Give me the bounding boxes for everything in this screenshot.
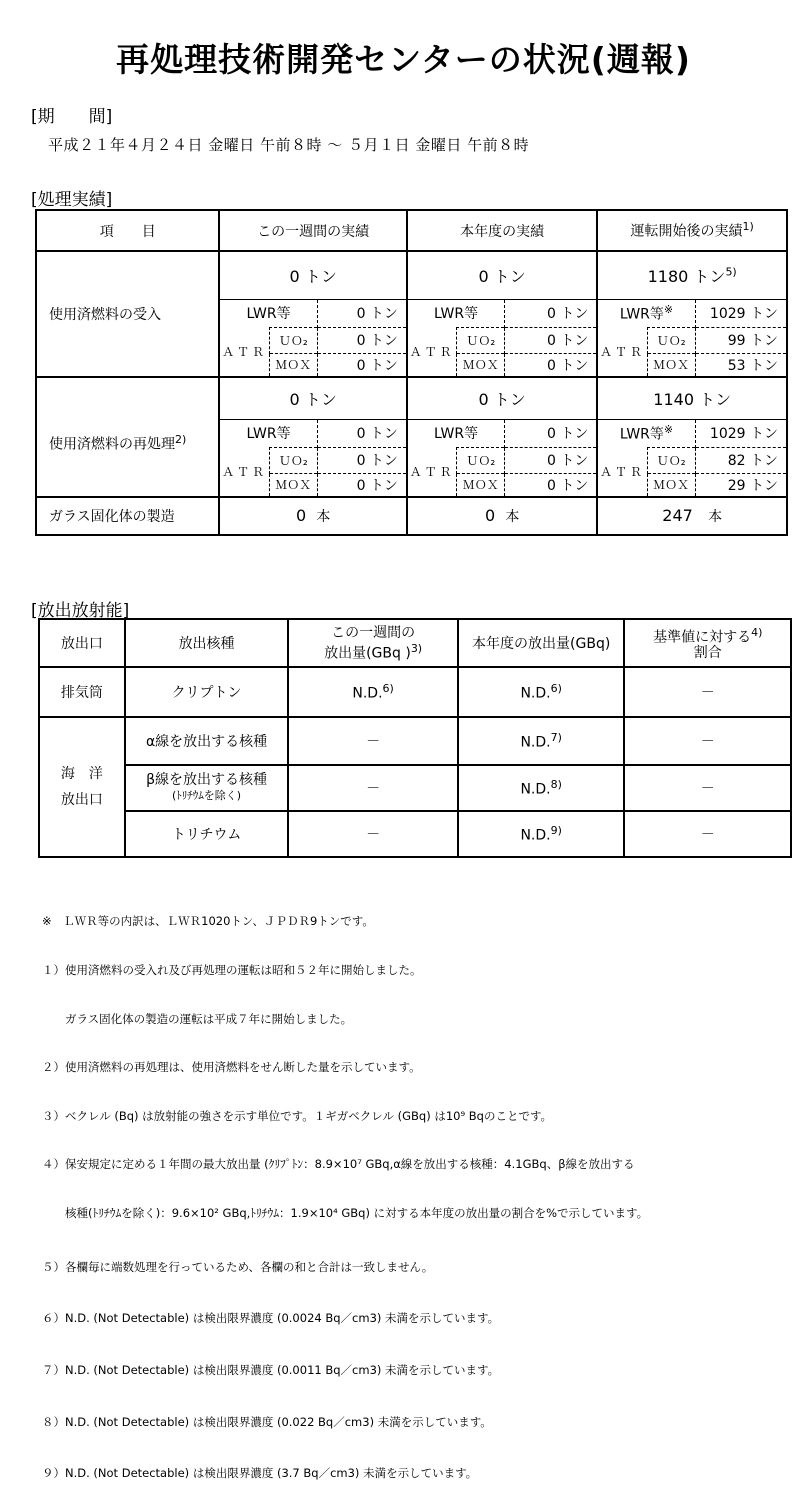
receipt-week-mox: 0 トン (317, 353, 407, 377)
col-item: 項 目 (36, 210, 219, 251)
receipt-week-total: 0 トン (219, 251, 406, 299)
reprocess-uo2-label-3: ＵＯ₂ (647, 447, 695, 473)
outlet-stack: 排気筒 (39, 667, 125, 717)
week-beta: － (288, 765, 458, 811)
footnotes (42, 881, 648, 1498)
receipt-year-uo2: 0 トン (505, 327, 598, 353)
receipt-since-lwr: 1029 トン (695, 299, 787, 327)
release-header: [放出放射能] (31, 601, 130, 621)
nuclide-beta: β線を放出する核種 (ﾄﾘﾁｳﾑを除く) (125, 765, 289, 811)
page-title: 再処理技術開発センターの状況(週報) (116, 40, 691, 79)
year-tritium: N.D.$^{9)}$ (458, 811, 625, 857)
outlet-ocean: 海 洋 放出口 (39, 717, 125, 857)
note-line: ２）使用済燃料の再処理は、使用済燃料をせん断した量を示しています。 (42, 1060, 421, 1075)
nuclide-alpha: α線を放出する核種 (125, 717, 289, 765)
note-line: ７）N.D. (Not Detectable) は検出限界濃度 (0.0011 Bq／cm3) 未満を示しています。 (42, 1362, 500, 1377)
reprocess-mox-label-3: ＭＯＸ (647, 473, 695, 497)
col-year: 本年度の実績 (407, 210, 597, 251)
reprocess-since-uo2: 82 トン (695, 447, 787, 473)
note-line: ガラス固化体の製造の運転は平成７年に開始しました。 (42, 1011, 353, 1026)
col-week-release: この一週間の 放出量(GBq )$^{3)}$ (288, 619, 458, 667)
receipt-uo2-label-2: ＵＯ₂ (457, 327, 505, 353)
receipt-lwr-label-2: LWR等 (407, 299, 505, 327)
note-line: ※ ＬＷＲ等の内訳は、ＬＷＲ1020トン、ＪＰＤＲ9トンです。 (42, 914, 374, 929)
receipt-since-uo2: 99 トン (695, 327, 787, 353)
year-krypton: N.D.$^{6)}$ (458, 667, 625, 717)
reprocess-year-uo2: 0 トン (505, 447, 598, 473)
week-alpha: － (288, 717, 458, 765)
receipt-lwr-label-3: LWR等※ (597, 299, 695, 327)
period-header: [期 間] (31, 107, 113, 127)
reprocess-since-lwr: 1029 トン (695, 419, 787, 447)
reprocess-week-lwr: 0 トン (317, 419, 407, 447)
reprocess-mox-label: ＭＯＸ (269, 473, 317, 497)
receipt-uo2-label: ＵＯ₂ (269, 327, 317, 353)
reprocess-week-mox: 0 トン (317, 473, 407, 497)
period-text: 平成２１年４月２４日 金曜日 午前８時 ～ ５月１日 金曜日 午前８時 (48, 136, 530, 154)
processing-table (35, 209, 788, 536)
note-line: ５）各欄毎に端数処理を行っているため、各欄の和と合計は一致しません。 (42, 1259, 434, 1274)
glass-week: 0 本 (219, 497, 406, 535)
col-outlet: 放出口 (39, 619, 125, 667)
glass-since: 247 本 (597, 497, 787, 535)
receipt-week-lwr: 0 トン (317, 299, 407, 327)
ratio-beta: － (624, 765, 791, 811)
col-year-release: 本年度の放出量(GBq) (458, 619, 625, 667)
reprocess-mox-label-2: ＭＯＸ (457, 473, 505, 497)
receipt-uo2-label-3: ＵＯ₂ (647, 327, 695, 353)
year-alpha: N.D.$^{7)}$ (458, 717, 625, 765)
ratio-tritium: － (624, 811, 791, 857)
receipt-year-total: 0 トン (407, 251, 597, 299)
reprocess-since-mox: 29 トン (695, 473, 787, 497)
reprocess-lwr-label-2: LWR等 (407, 419, 505, 447)
reprocess-label: 使用済燃料の再処理$^{2)}$ (36, 377, 219, 497)
receipt-lwr-label: LWR等 (219, 299, 317, 327)
reprocess-lwr-label: LWR等 (219, 419, 317, 447)
note-line: ９）N.D. (Not Detectable) は検出限界濃度 (3.7 Bq／cm3) 未満を示しています。 (42, 1466, 478, 1481)
col-since: 運転開始後の実績$^{1)}$ (597, 210, 787, 251)
reprocess-since-total: 1140 トン (597, 377, 787, 419)
year-beta: N.D.$^{8)}$ (458, 765, 625, 811)
col-nuclide: 放出核種 (125, 619, 289, 667)
receipt-since-mox: 53 トン (695, 353, 787, 377)
week-krypton: N.D.$^{6)}$ (288, 667, 458, 717)
note-line: ４）保安規定に定める１年間の最大放出量 (ｸﾘﾌﾟﾄﾝ：8.9×10⁷ GBq,α線を放出する核種：4.1GBq、β線を放出する (42, 1157, 635, 1172)
note-line: ３）ベクレル (Bq) は放射能の強さを示す単位です。１ギガベクレル (GBq) は10⁹ Bqのことです。 (42, 1108, 553, 1123)
reprocess-lwr-label-3: LWR等※ (597, 419, 695, 447)
reprocess-atr-label-2: ＡＴＲ (407, 447, 457, 497)
note-line: 核種(ﾄﾘﾁｳﾑを除く)：9.6×10² GBq,ﾄﾘﾁｳﾑ：1.9×10⁴ GBq) に対する本年度の放出量の割合を%で示しています。 (42, 1206, 649, 1221)
nuclide-krypton: クリプトン (125, 667, 289, 717)
nuclide-tritium: トリチウム (125, 811, 289, 857)
col-week: この一週間の実績 (219, 210, 406, 251)
processing-header: [処理実績] (31, 190, 113, 210)
reprocess-uo2-label: ＵＯ₂ (269, 447, 317, 473)
receipt-label: 使用済燃料の受入 (36, 251, 219, 377)
receipt-atr-label-2: ＡＴＲ (407, 327, 457, 377)
reprocess-year-total: 0 トン (407, 377, 597, 419)
receipt-mox-label-3: ＭＯＸ (647, 353, 695, 377)
note-line: １）使用済燃料の受入れ及び再処理の運転は昭和５２年に開始しました。 (42, 963, 422, 978)
note-line: ８）N.D. (Not Detectable) は検出限界濃度 (0.022 Bq／cm3) 未満を示しています。 (42, 1414, 492, 1429)
week-tritium: － (288, 811, 458, 857)
reprocess-year-mox: 0 トン (505, 473, 598, 497)
reprocess-uo2-label-2: ＵＯ₂ (457, 447, 505, 473)
release-table (38, 618, 792, 858)
receipt-atr-label-3: ＡＴＲ (597, 327, 647, 377)
glass-year: 0 本 (407, 497, 597, 535)
glass-label: ガラス固化体の製造 (36, 497, 219, 535)
receipt-year-lwr: 0 トン (505, 299, 598, 327)
col-ratio: 基準値に対する$^{4)}$ 割合 (624, 619, 791, 667)
reprocess-year-lwr: 0 トン (505, 419, 598, 447)
receipt-mox-label-2: ＭＯＸ (457, 353, 505, 377)
receipt-year-mox: 0 トン (505, 353, 598, 377)
reprocess-atr-label: ＡＴＲ (219, 447, 269, 497)
receipt-atr-label: ＡＴＲ (219, 327, 269, 377)
note-line: ６）N.D. (Not Detectable) は検出限界濃度 (0.0024 Bq／cm3) 未満を示しています。 (42, 1311, 500, 1326)
receipt-mox-label: ＭＯＸ (269, 353, 317, 377)
ratio-alpha: － (624, 717, 791, 765)
reprocess-week-uo2: 0 トン (317, 447, 407, 473)
ratio-krypton: － (624, 667, 791, 717)
receipt-week-uo2: 0 トン (317, 327, 407, 353)
receipt-since-total: 1180 トン$^{5)}$ (597, 251, 787, 299)
reprocess-week-total: 0 トン (219, 377, 406, 419)
reprocess-atr-label-3: ＡＴＲ (597, 447, 647, 497)
